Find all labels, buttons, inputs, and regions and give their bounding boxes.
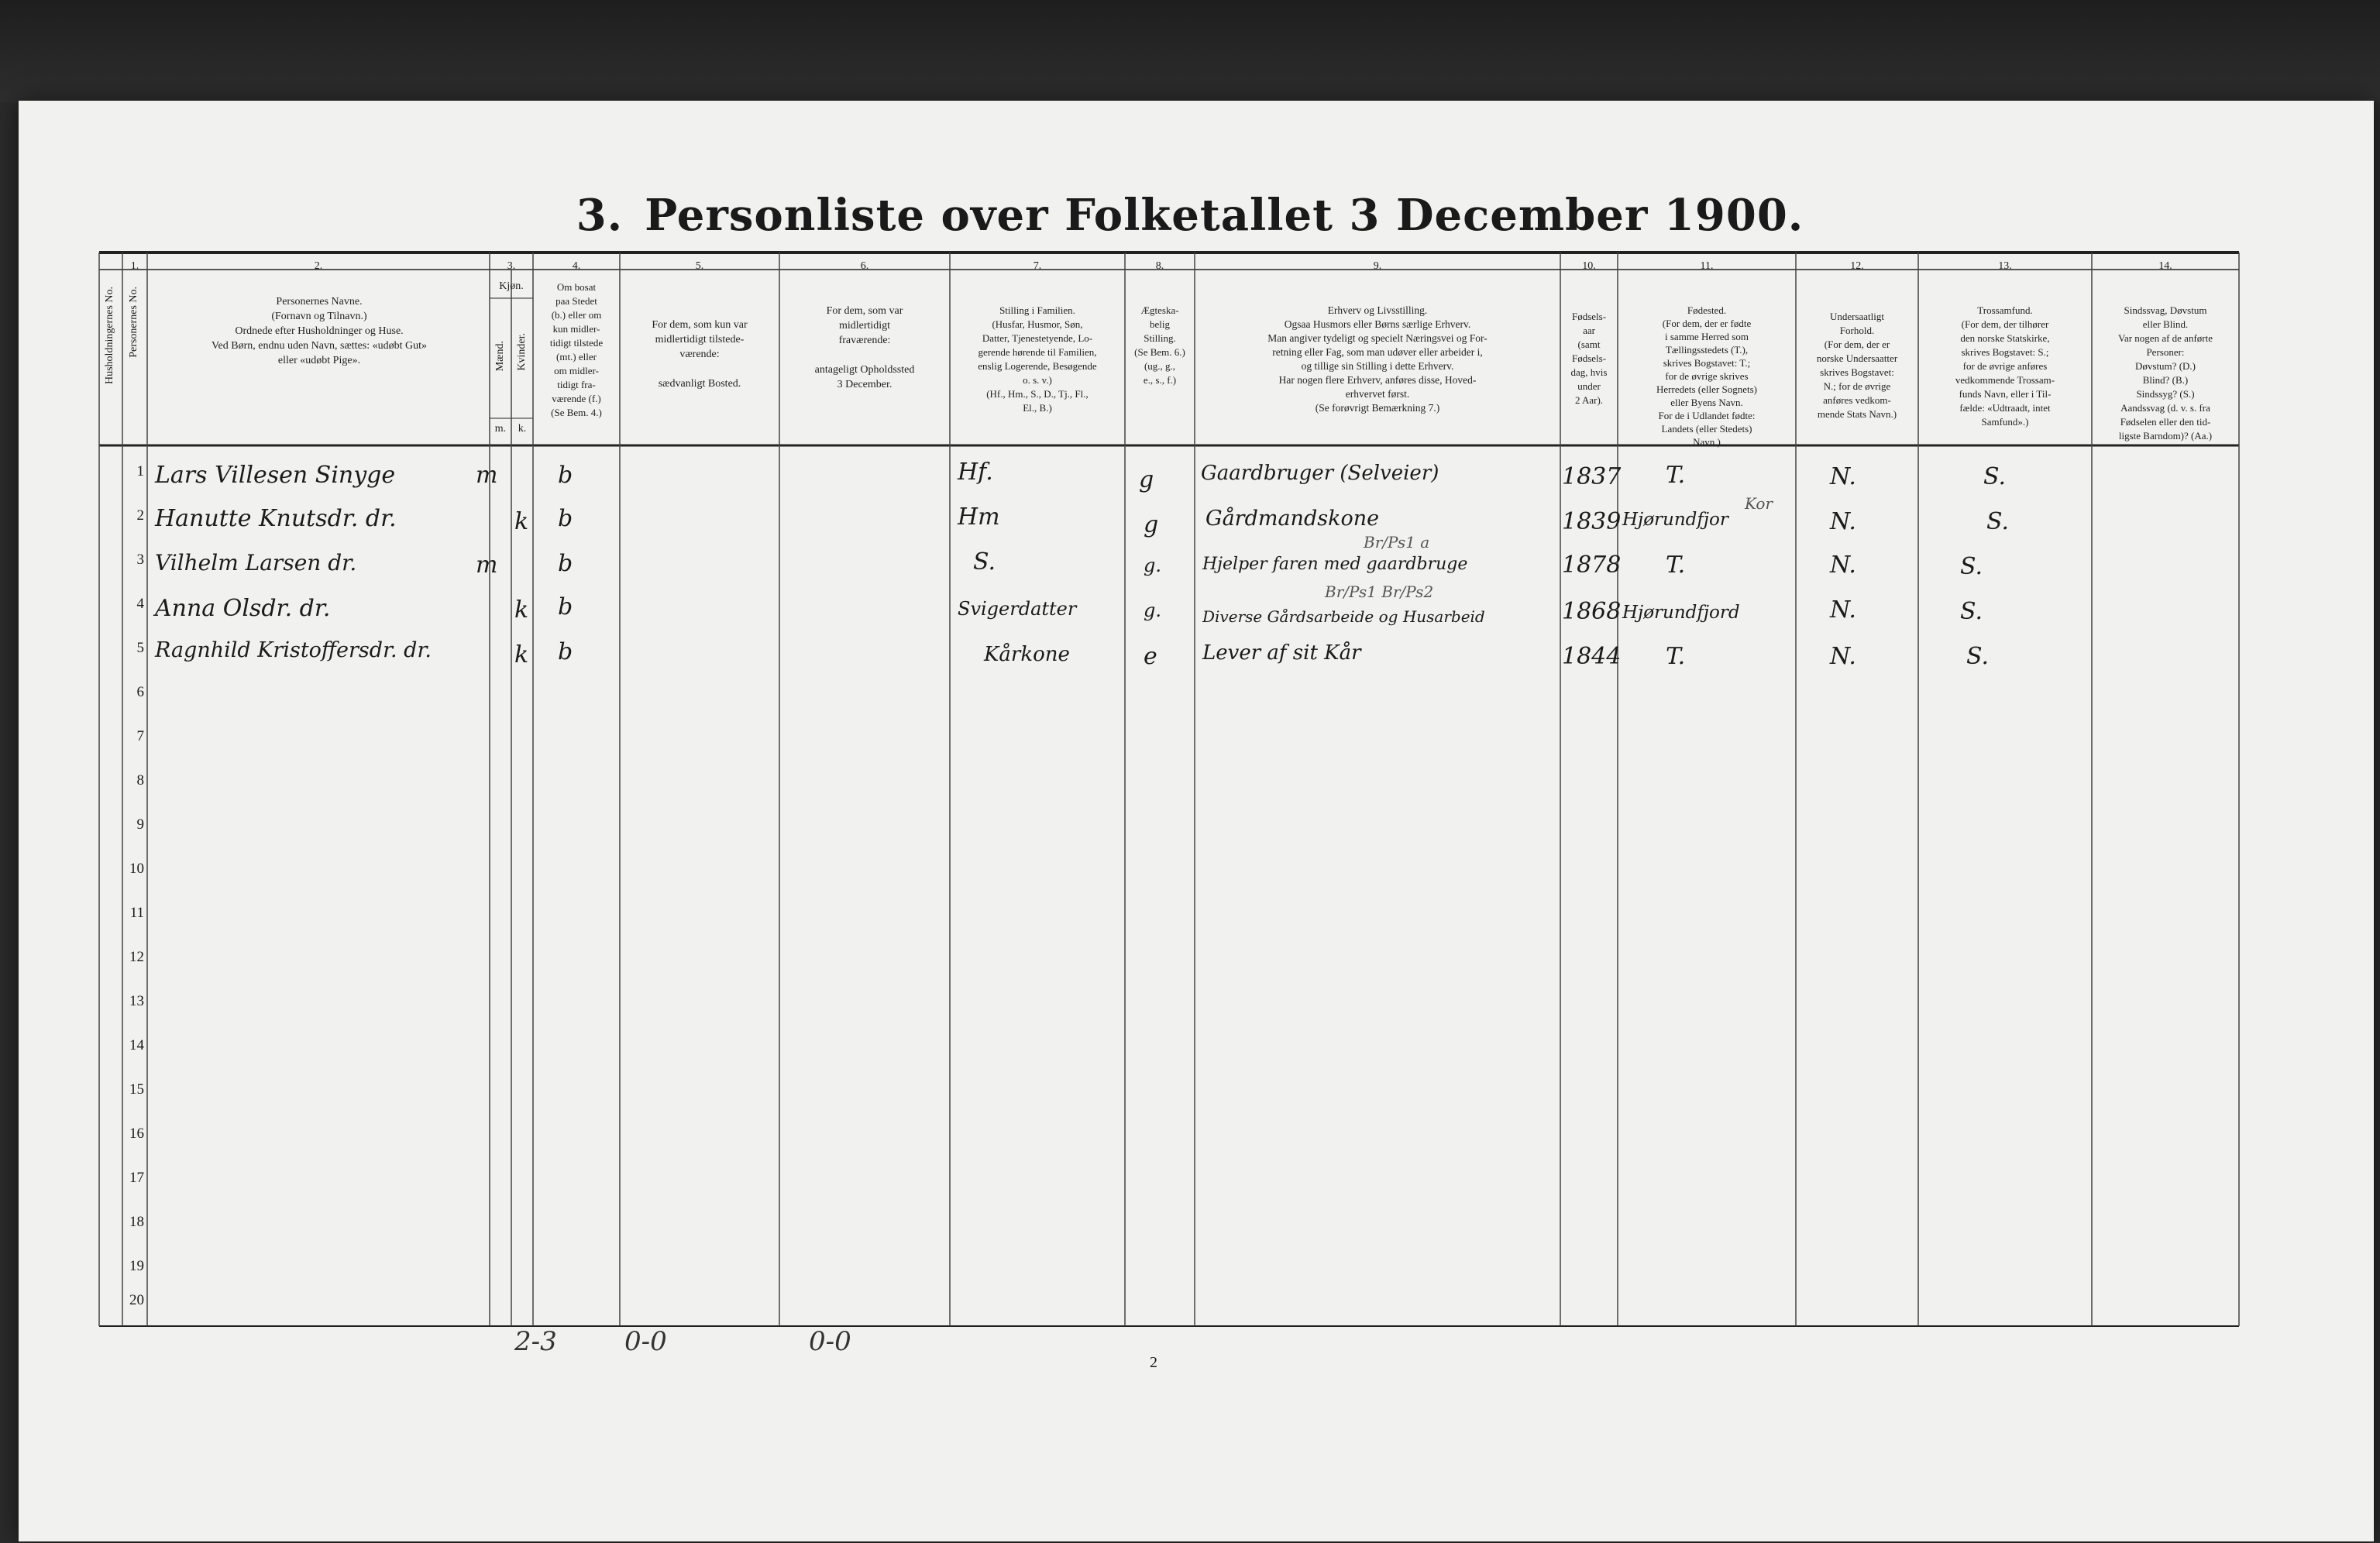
row-number: 3 [136, 552, 144, 568]
header-birthplace: Fødested. (For dem, der er fødte i samme Herred som Tællingsstedets (T.), skrives Bogstavet: T.; for de øvrige skrives Herredets (eller Sognets) eller Byens Navn. For de i Udlandet fødte: Landets (eller Stedets) Navn.) [1656, 304, 1757, 448]
entry-birthplace: Hjørundfjor [1622, 510, 1728, 530]
entry-sex: k [514, 596, 529, 624]
entry-birth-year: 1837 [1562, 463, 1622, 490]
entry-marital-status: g. [1144, 555, 1161, 576]
entry-birth-year: 1878 [1562, 552, 1622, 579]
row-number: 8 [136, 772, 144, 789]
entry-birth-year: 1839 [1562, 508, 1622, 535]
entry-birthplace: T. [1666, 552, 1686, 579]
header-disability: Sindssvag, Døvstum eller Blind. Var nogen af de anførte Personer: Døvstum? (D.) Blind? (B.) Sindssyg? (S.) Aandssvag (d. v. s. fra Fødselen eller den tid- ligste Barndom)? (Aa.) [2118, 304, 2213, 442]
column-number-10: 10. [1582, 260, 1596, 272]
header-names: Personernes Navne. (Fornavn og Tilnavn.) Ordnede efter Husholdninger og Huse. Ved Børn, endnu uden Navn, sættes: «udøbt Gut» eller «udøbt Pige». [211, 296, 428, 366]
correction-note: Br/Ps1 a [1364, 533, 1430, 552]
header-marital-status: Ægteska- belig Stilling. (Se Bem. 6.) (ug., g., e., s., f.) [1134, 304, 1185, 386]
column-number-6: 6. [860, 260, 869, 272]
column-number-1: 1. [130, 260, 139, 272]
footer-tally: 2-3 [514, 1326, 557, 1357]
entry-religion: S. [1983, 463, 2007, 490]
entry-birth-year: 1868 [1562, 598, 1622, 625]
entry-occupation: Lever af sit Kår [1202, 641, 1361, 665]
entry-birthplace: T. [1666, 643, 1686, 670]
entry-birthplace: Hjørundfjord [1622, 603, 1740, 623]
header-usual-residence: For dem, som kun var midlertidigt tilstede- værende: sædvanligt Bosted. [652, 319, 748, 390]
header-religion: Trossamfund. (For dem, der tilhører den norske Statskirke, skrives Bogstavet: S.; for de øvrige anføres vedkommende Trossam- funds Navn, eller i Til- fælde: «Udtraadt, intet Samfund».) [1955, 304, 2055, 428]
entry-sex: k [514, 641, 529, 668]
entry-family-position: Kårkone [984, 643, 1070, 666]
entry-marital-status: g [1139, 466, 1154, 493]
header-citizenship: Undersaatligt Forhold. (For dem, der er norske Undersaatter skrives Bogstavet: N.; for de øvrige anføres vedkom- mende Stats Navn.) [1816, 311, 1898, 420]
correction-note: Br/Ps1 Br/Ps2 [1325, 582, 1434, 601]
entry-residence-status: b [558, 638, 573, 665]
footer-tally: 0-0 [809, 1326, 851, 1357]
entry-marital-status: g [1144, 511, 1159, 538]
entry-religion: S. [1966, 643, 1990, 670]
row-number: 17 [129, 1170, 144, 1186]
entry-residence-status: b [558, 505, 573, 532]
entry-birth-year: 1844 [1562, 643, 1622, 670]
row-number: 13 [129, 993, 144, 1009]
entry-religion: S. [1960, 598, 1983, 625]
column-number-14: 14. [2158, 260, 2172, 272]
entry-citizenship: N. [1830, 463, 1856, 490]
correction-note: Kor [1745, 494, 1773, 513]
entry-occupation: Gårdmandskone [1205, 507, 1380, 531]
column-number-4: 4. [572, 260, 581, 272]
entry-residence-status: b [558, 550, 573, 577]
entry-family-position: Hf. [958, 459, 993, 486]
row-number: 19 [129, 1258, 144, 1274]
entry-residence-status: b [558, 462, 573, 489]
entry-citizenship: N. [1830, 552, 1856, 579]
header-sex-m: m. [494, 423, 507, 435]
row-number: 7 [136, 728, 144, 744]
header-birth-year: Fødsels- aar (samt Fødsels- dag, hvis under 2 Aar). [1570, 311, 1608, 406]
entry-marital-status: g. [1144, 600, 1161, 621]
entry-occupation: Gaardbruger (Selveier) [1201, 462, 1439, 485]
row-number: 12 [129, 949, 144, 965]
entry-citizenship: N. [1830, 508, 1856, 535]
header-sex: Kjøn. [499, 280, 524, 292]
form-title-number: 3. [576, 190, 624, 241]
header-residence-status: Om bosat paa Stedet (b.) eller om kun midler- tidigt tilstede (mt.) eller om midler- tidigt fra- værende (f.) (Se Bem. 4.) [549, 281, 604, 418]
footer-tally: 0-0 [624, 1326, 667, 1357]
row-number: 16 [129, 1125, 144, 1142]
column-number-8: 8. [1155, 260, 1164, 272]
row-number: 10 [129, 861, 144, 877]
column-number-9: 9. [1373, 260, 1382, 272]
entry-name: Hanutte Knutsdr. dr. [155, 505, 397, 532]
column-number-13: 13. [1998, 260, 2012, 272]
row-number: 1 [136, 463, 144, 479]
entry-birthplace: T. [1666, 462, 1686, 489]
header-family-position: Stilling i Familien. (Husfar, Husmor, Søn, Datter, Tjenestetyende, Lo- gerende hørende til Familien, enslig Logerende, Besøgende o. s. v.) (Hf., Hm., S., D., Tj., Fl., El., B.) [978, 304, 1097, 414]
row-number: 11 [129, 905, 144, 921]
entry-family-position: Hm [958, 503, 1000, 531]
form-title-text: Personliste over Folketallet 3 December 1900. [645, 190, 1804, 241]
column-number-5: 5. [695, 260, 704, 272]
entry-name: Vilhelm Larsen dr. [155, 550, 357, 576]
column-number-12: 12. [1850, 260, 1864, 272]
entry-name: Lars Villesen Sinyge [155, 462, 396, 489]
entry-sex: m [476, 462, 498, 489]
column-number-2: 2. [314, 260, 323, 272]
entry-residence-status: b [558, 593, 573, 620]
entry-citizenship: N. [1830, 643, 1856, 670]
row-number: 9 [136, 816, 144, 833]
row-number: 18 [129, 1214, 144, 1230]
column-number-11: 11. [1700, 260, 1714, 272]
header-temporary-location: For dem, som var midlertidigt fraværende: antageligt Opholdssted 3 December. [814, 305, 915, 390]
entry-marital-status: e [1144, 643, 1157, 670]
entry-sex: k [514, 508, 529, 535]
header-occupation: Erhverv og Livsstilling. Ogsaa Husmors eller Børns særlige Erhverv. Man angiver tydeligt og specielt Næringsvei og For- retning eller Fag, som man udøver eller arbeider i, og tillige sin Stilling i dette Erhverv. Har nogen flere Erhverv, anføres disse, Hoved- erhvervet først. (Se forøvrigt Bemærkning 7.) [1267, 304, 1488, 414]
column-number-7: 7. [1033, 260, 1042, 272]
row-number: 4 [136, 596, 144, 612]
entry-occupation: Diverse Gårdsarbeide og Husarbeid [1202, 607, 1485, 626]
entry-occupation: Hjelper faren med gaardbruge [1202, 555, 1468, 574]
entry-sex: m [476, 552, 498, 579]
entry-family-position: S. [973, 548, 996, 576]
entry-name: Anna Olsdr. dr. [155, 595, 331, 622]
row-number: 14 [129, 1037, 144, 1053]
row-number: 20 [129, 1292, 144, 1308]
entry-citizenship: N. [1830, 596, 1856, 624]
header-men: Mænd. [494, 341, 506, 372]
row-number: 6 [136, 684, 144, 700]
entry-name: Ragnhild Kristoffersdr. dr. [155, 638, 432, 662]
header-person-no: Personernes No. [128, 287, 139, 358]
column-number-3: 3. [507, 260, 516, 272]
header-sex-k: k. [518, 423, 527, 435]
header-household-no: Husholdningernes No. [104, 287, 115, 384]
page-number: 2 [1150, 1354, 1157, 1371]
row-number: 2 [136, 507, 144, 524]
entry-religion: S. [1960, 553, 1983, 580]
entry-family-position: Svigerdatter [958, 598, 1077, 620]
header-women: Kvinder. [516, 333, 528, 371]
entry-religion: S. [1986, 508, 2010, 535]
row-number: 5 [136, 640, 144, 656]
row-number: 15 [129, 1081, 144, 1098]
